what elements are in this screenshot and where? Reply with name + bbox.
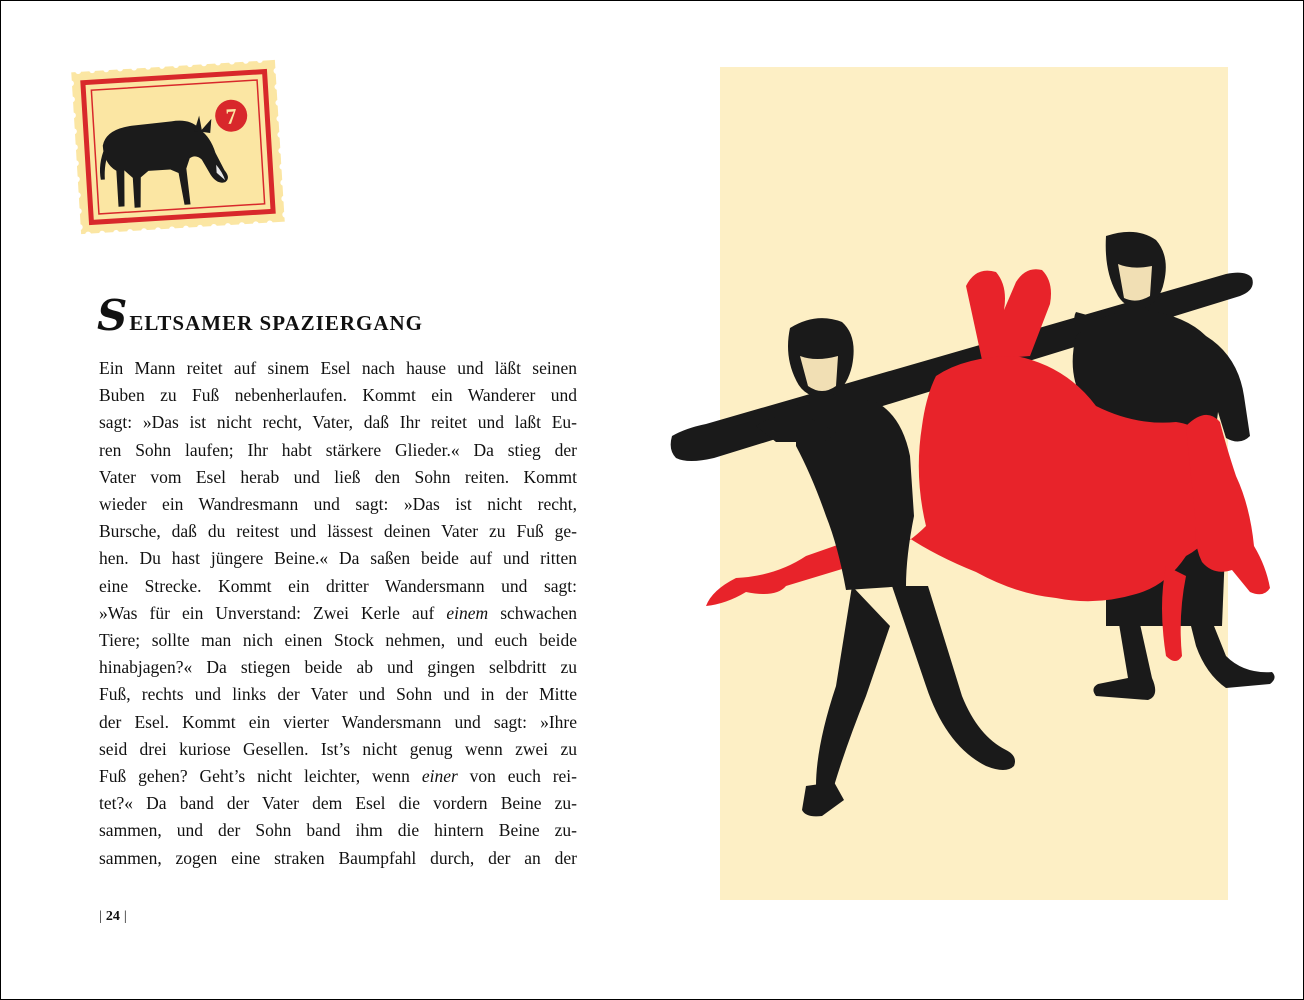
text-run: hinabjagen?« Da stiegen beide ab und gingen selbdritt zu [99, 657, 577, 678]
donkey-carrying-illustration [666, 226, 1281, 836]
text-run: Fuß gehen? Geht’s nicht leichter, wenn [99, 766, 422, 787]
text-run: tet?« Da band der Vater dem Esel die vordern Beine zu- [99, 793, 577, 814]
text-line [99, 736, 577, 763]
text-line [99, 491, 577, 518]
title-rest: ELTSAMER SPAZIERGANG [129, 311, 423, 335]
text-run: ren Sohn laufen; Ihr habt stärkere Glieder.« Da stieg der [99, 439, 577, 460]
emphasis: einer [421, 766, 458, 787]
text-run: Vater vom Esel herab und ließ den Sohn reiten. Kommt [99, 466, 577, 487]
page-number: | 24 | [99, 909, 127, 924]
text-run: »Was für ein Unverstand: Zwei Kerle auf [99, 602, 447, 623]
text-run: sammen, zogen eine straken Baumpfahl durch, der an der [99, 847, 577, 868]
title-initial: S [97, 291, 129, 340]
text-line [99, 518, 577, 545]
text-line [99, 817, 577, 844]
text-line [99, 627, 577, 654]
text-line [99, 382, 577, 409]
text-line [99, 654, 577, 681]
text-line [99, 790, 577, 817]
text-run: wieder ein Wandresmann und sagt: »Das ist nicht recht, [99, 494, 577, 515]
emphasis: einem [446, 602, 489, 623]
text-run: Bursche, daß du reitest und lässest deinen Vater zu Fuß ge- [99, 521, 577, 542]
text-run: seid drei kuriose Gesellen. Ist’s nicht genug wenn zwei zu [99, 738, 577, 759]
text-run: hen. Du hast jüngere Beine.« Da saßen beide auf und ritten [99, 548, 577, 569]
text-run: von euch rei- [457, 766, 577, 787]
text-run: eine Strecke. Kommt ein dritter Wandersmann und sagt: [99, 575, 577, 596]
text-line [99, 681, 577, 708]
text-line [99, 545, 577, 572]
text-line [99, 409, 577, 436]
text-line [99, 464, 577, 491]
text-line [99, 845, 577, 872]
text-line [99, 355, 577, 382]
text-run: Tiere; sollte man nich einen Stock nehmen, und euch beide [99, 630, 577, 651]
text-run: sammen, und der Sohn band ihm die hintern Beine zu- [99, 820, 577, 841]
story-text [99, 355, 577, 872]
text-line [99, 709, 577, 736]
page-number-value: 24 [105, 909, 120, 924]
chapter-stamp [68, 57, 288, 238]
text-line [99, 763, 577, 790]
story-title [97, 291, 423, 340]
text-run: Buben zu Fuß nebenherlaufen. Kommt ein Wanderer und [99, 385, 577, 406]
stamp-graphic [68, 57, 288, 238]
text-run: Ein Mann reitet auf sinem Esel nach hause und läßt seinen [99, 358, 577, 378]
text-run: sagt: »Das ist nicht recht, Vater, daß Ihr reitet und laßt Eu- [99, 412, 577, 433]
stamp-number: 7 [224, 103, 238, 130]
text-run: schwachen [488, 602, 577, 623]
text-run: der Esel. Kommt ein vierter Wandersmann und sagt: »Ihre [99, 711, 577, 732]
text-line [99, 573, 577, 600]
text-run: Fuß, rechts und links der Vater und Sohn und in der Mitte [99, 684, 577, 705]
text-line [99, 437, 577, 464]
text-line [99, 600, 577, 627]
